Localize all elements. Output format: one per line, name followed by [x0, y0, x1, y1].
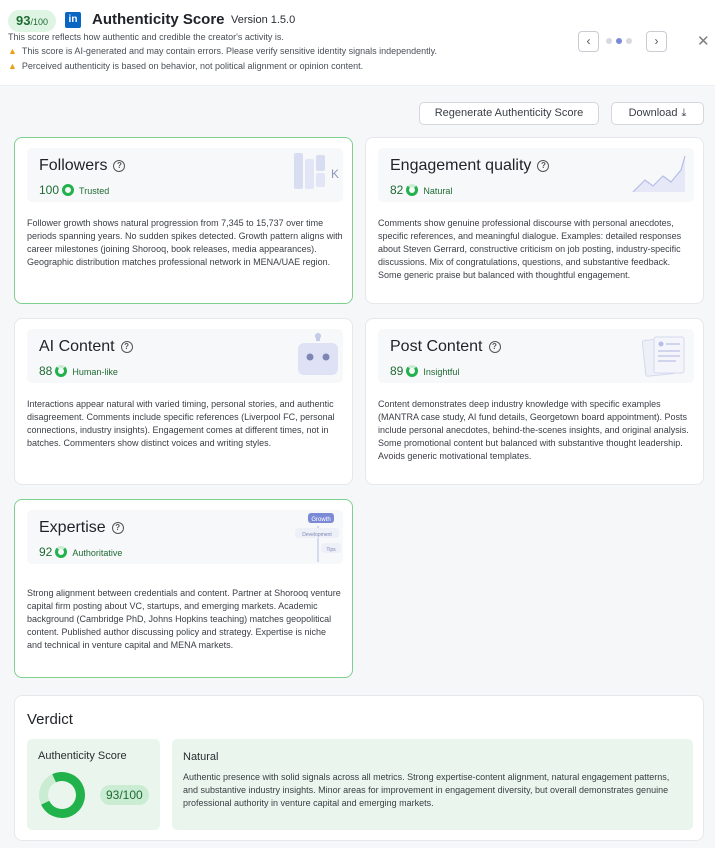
card-header	[27, 329, 343, 383]
post-content-card	[365, 318, 704, 485]
card-metric	[390, 183, 452, 197]
expertise-tags-illustration	[281, 512, 343, 564]
card-body: Interactions appear natural with varied timing, personal stories, and authentic disagreement. Comments include specific references (Liverpool FC, personal connections, industry insights). Engagement comes at different times, not in batches. Commenters show distinct voices and writing styles.	[27, 399, 335, 448]
card-rating: Human-like	[72, 367, 118, 377]
header	[0, 0, 715, 86]
card-metric	[390, 364, 459, 378]
engagement-card	[365, 137, 704, 304]
card-header	[27, 148, 343, 202]
carousel-dot[interactable]	[606, 38, 612, 44]
expertise-card	[14, 499, 353, 678]
verdict-score-pill: 93/100	[100, 785, 149, 805]
card-rating: Trusted	[79, 186, 110, 196]
card-body: Comments show genuine professional discourse with personal anecdotes, specific references, and meaningful dialogue. Examples: detailed responses about Steven Gerrard, constructive criticism on job posting, industry-specific discussions. Mix of congratulations, questions, and substantive feedback. Some generic praise but balanced with thoughtful engagement.	[378, 218, 682, 280]
card-body: Strong alignment between credentials and content. Partner at Shorooq venture capital firm posting about VC, startups, and emerging markets. Academic background (Cambridge PhD, Johns Hopkins teaching) matches geopolitical content. Published author discussing policy and strategy. Expertise is niche and technical in venture capital and MENA markets.	[27, 588, 341, 650]
ai-content-card	[14, 318, 353, 485]
card-rating: Insightful	[423, 367, 460, 377]
warning-icon: ▲	[8, 61, 17, 71]
verdict-summary-box	[172, 739, 693, 830]
card-title	[39, 338, 133, 356]
card-header	[378, 148, 694, 202]
card-score: 89	[390, 364, 404, 378]
progress-ring-icon	[55, 546, 67, 558]
card-title-text: Followers	[39, 157, 108, 174]
card-score: 92	[39, 545, 53, 559]
help-icon[interactable]: ?	[489, 341, 501, 353]
card-header	[378, 329, 694, 383]
card-header	[27, 510, 343, 564]
download-icon: ⤓	[681, 107, 687, 119]
progress-ring-icon	[55, 365, 67, 377]
card-body: Follower growth shows natural progression from 7,345 to 15,737 over time periods spanning years. No sudden spikes detected. Growth pattern aligns with career milestones (joining Shorooq, book releases, media appearances). Geographic distribution matches professional network in MENA/UAE region.	[27, 218, 343, 267]
card-title-text: AI Content	[39, 338, 115, 355]
card-score: 100	[39, 183, 60, 197]
carousel-dots	[606, 38, 636, 56]
warning-icon: ▲	[8, 46, 17, 56]
carousel-dot-active[interactable]	[616, 38, 622, 44]
illus-letter: K	[331, 167, 340, 181]
document-icon	[640, 333, 690, 379]
verdict-score-label: Authenticity Score	[38, 750, 127, 762]
card-title	[39, 157, 125, 175]
card-metric	[39, 545, 122, 559]
next-button[interactable]: ›	[646, 31, 667, 52]
tag-development: Development	[302, 532, 332, 538]
followers-illustration	[290, 151, 342, 195]
help-icon[interactable]: ?	[112, 522, 124, 534]
download-label: Download	[628, 107, 678, 119]
card-score: 82	[390, 183, 404, 197]
page-title: Authenticity Score	[92, 11, 225, 28]
download-button[interactable]	[611, 102, 704, 125]
card-title	[39, 519, 124, 537]
help-icon[interactable]: ?	[537, 160, 549, 172]
tag-growth: Growth	[311, 517, 331, 523]
warning-ai	[8, 46, 437, 56]
card-title-text: Post Content	[390, 338, 483, 355]
prev-button[interactable]: ‹	[578, 31, 599, 52]
card-metric	[39, 183, 109, 197]
score-max: /100	[30, 17, 48, 27]
verdict-panel	[14, 695, 704, 841]
card-rating: Natural	[423, 186, 453, 196]
version-label: Version 1.5.0	[231, 14, 296, 26]
verdict-result-title: Natural	[183, 751, 219, 763]
carousel-dot[interactable]	[626, 38, 632, 44]
verdict-title: Verdict	[27, 711, 73, 728]
regenerate-button[interactable]: Regenerate Authenticity Score	[419, 102, 599, 125]
card-title	[390, 157, 549, 175]
chart-illustration	[631, 152, 687, 194]
card-title	[390, 338, 501, 356]
card-metric	[39, 364, 118, 378]
score-value: 93	[16, 13, 31, 28]
warning-perceived	[8, 61, 363, 71]
subtitle: This score reflects how authentic and credible the creator's activity is.	[8, 32, 284, 42]
score-pill	[8, 10, 56, 32]
close-icon[interactable]: ✕	[697, 33, 710, 50]
progress-ring-icon	[406, 365, 418, 377]
tag-tips: Tips	[326, 547, 336, 553]
verdict-result-body: Authentic presence with solid signals across all metrics. Strong expertise-content alignment, natural engagement patterns, and substantive industry insights. Minor areas for improvement in engagement diversity, but overall demonstrates genuine professional authority in venture capital and emerging markets.	[183, 772, 670, 808]
followers-card	[14, 137, 353, 304]
card-score: 88	[39, 364, 53, 378]
warning-text: Perceived authenticity is based on behavior, not political alignment or opinion content.	[21, 61, 364, 71]
warning-text: This score is AI-generated and may contain errors. Please verify sensitive identity signals independently.	[21, 46, 437, 56]
progress-ring-icon	[406, 184, 418, 196]
linkedin-icon: in	[65, 12, 81, 28]
card-body: Content demonstrates deep industry knowledge with specific examples (MANTRA case study, AI fund details, Georgetown board appointment). Posts include personal anecdotes, behind-the-scenes insights, and original analysis. Some promotional content but balanced with substantive thought leadership. Avoids generic motivational templates.	[378, 399, 689, 461]
help-icon[interactable]: ?	[121, 341, 133, 353]
robot-icon	[293, 333, 343, 379]
card-title-text: Engagement quality	[390, 157, 532, 174]
verdict-score-box	[27, 739, 160, 830]
card-rating: Authoritative	[72, 548, 123, 558]
donut-chart-icon	[33, 766, 92, 825]
help-icon[interactable]: ?	[113, 160, 125, 172]
progress-ring-icon	[62, 184, 74, 196]
card-title-text: Expertise	[39, 519, 106, 536]
